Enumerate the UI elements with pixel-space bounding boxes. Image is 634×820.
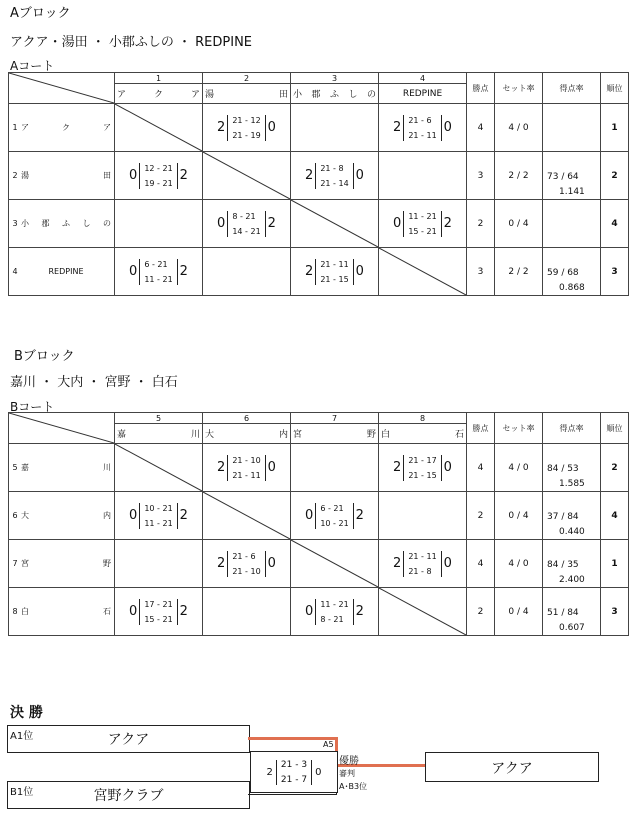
row-team — [9, 200, 115, 248]
match-score-cell — [291, 492, 379, 540]
sets-lost: 2 — [355, 508, 364, 523]
row-team-name — [21, 606, 114, 617]
sets-won: 2 — [305, 264, 314, 279]
sets-won: 2 — [217, 120, 226, 135]
block-b-title: Bブロック — [14, 349, 75, 364]
row-team — [9, 152, 115, 200]
block-a-title: Aブロック — [10, 6, 71, 21]
sets-lost: 0 — [267, 120, 276, 135]
col-team-name: REDPINE — [379, 84, 467, 104]
set-rate: 0 / 4 — [495, 588, 543, 636]
col-team-name-text — [291, 87, 378, 100]
match-score-cell — [115, 248, 203, 296]
rank: 4 — [601, 492, 629, 540]
name-char: 嘉 — [21, 463, 29, 472]
col-number: 7 — [291, 413, 379, 424]
final-score-left: 2 — [266, 766, 273, 778]
name-char: 嘉 — [117, 430, 127, 440]
match-score-cell — [379, 444, 467, 492]
col-number: 5 — [115, 413, 203, 424]
set2-score: 21 - 8 — [408, 566, 432, 576]
name-char: し — [82, 219, 91, 228]
sets-won: 2 — [217, 556, 226, 571]
sets-lost: 0 — [443, 460, 452, 475]
col-team-name-text — [291, 427, 378, 440]
set1-score: 21 - 6 — [408, 115, 432, 125]
col-team-name — [379, 424, 467, 444]
name-char: 内 — [103, 511, 111, 520]
header-point-rate: 得点率 — [543, 73, 601, 104]
row-index: 4 — [12, 267, 18, 276]
set1-score: 11 - 21 — [320, 599, 349, 609]
header-set-rate: セット率 — [495, 73, 543, 104]
set2-score: 21 - 14 — [320, 178, 349, 188]
col-team-name-text — [115, 87, 202, 100]
col-team-name — [291, 424, 379, 444]
sets-won: 0 — [129, 264, 138, 279]
row-team-name — [21, 170, 114, 181]
table-corner — [9, 413, 115, 444]
set2-score: 21 - 11 — [408, 130, 437, 140]
sets-won: 0 — [129, 508, 138, 523]
set1-score: 6 - 21 — [320, 503, 344, 513]
self-match-cell — [203, 152, 291, 200]
point-rate-cell — [543, 152, 601, 200]
name-char: 川 — [103, 463, 111, 472]
final-title: 決 勝 — [10, 705, 43, 721]
set1-score: 8 - 21 — [232, 211, 256, 221]
rank: 2 — [601, 152, 629, 200]
name-char: 野 — [366, 430, 376, 440]
set-rate: 2 / 2 — [495, 248, 543, 296]
set1-score: 21 - 11 — [408, 551, 437, 561]
set2-score: 10 - 21 — [320, 518, 349, 528]
table-row — [9, 444, 629, 492]
set1-score: 21 - 17 — [408, 455, 437, 465]
sets-won: 2 — [393, 556, 402, 571]
self-match-cell — [115, 104, 203, 152]
name-char: 郡 — [41, 219, 50, 228]
name-char: 湯 — [205, 90, 215, 100]
match-score-cell — [291, 588, 379, 636]
row-index: 2 — [12, 171, 18, 180]
empty-match-cell — [379, 152, 467, 200]
header-wins: 勝点 — [467, 73, 495, 104]
point-rate-cell — [543, 444, 601, 492]
sets-lost: 0 — [267, 556, 276, 571]
col-team-name — [115, 424, 203, 444]
final-team-a-name: アクア — [107, 732, 150, 748]
sets-won: 2 — [305, 168, 314, 183]
set1-score: 11 - 21 — [408, 211, 437, 221]
match-score-cell — [203, 540, 291, 588]
name-char: ふ — [329, 90, 339, 100]
point-ratio: 2.400 — [559, 575, 585, 585]
rank: 3 — [601, 248, 629, 296]
final-team-a-label: A1位 — [10, 731, 34, 742]
win-points: 2 — [467, 588, 495, 636]
final-score-right: 0 — [315, 766, 322, 778]
final-team-b-box — [7, 781, 250, 809]
row-index: 6 — [12, 511, 18, 520]
row-team-name — [21, 122, 114, 133]
name-char: の — [103, 219, 111, 228]
match-score-cell — [203, 104, 291, 152]
match-score-cell — [115, 492, 203, 540]
point-totals: 37 / 84 — [547, 512, 579, 522]
sets-lost: 0 — [443, 556, 452, 571]
self-match-cell — [203, 492, 291, 540]
rank: 4 — [601, 200, 629, 248]
sets-won: 0 — [305, 508, 314, 523]
name-char: 石 — [454, 430, 464, 440]
col-number: 3 — [291, 73, 379, 84]
name-char: 野 — [103, 559, 111, 568]
final-team-a-box — [7, 725, 250, 753]
name-char: の — [366, 90, 376, 100]
name-char: 小 — [21, 219, 29, 228]
win-points: 4 — [467, 540, 495, 588]
block-a-court: Aコート — [10, 59, 55, 73]
bracket-line-b — [248, 794, 337, 795]
point-totals: 73 / 64 — [547, 172, 579, 182]
point-ratio: 0.440 — [559, 527, 585, 537]
point-rate-cell — [543, 588, 601, 636]
col-team-name-text — [115, 427, 202, 440]
name-char: 白 — [381, 430, 391, 440]
row-team-name — [21, 558, 114, 569]
name-char: ク — [62, 123, 70, 132]
table-row — [9, 588, 629, 636]
row-team — [9, 540, 115, 588]
empty-match-cell — [203, 588, 291, 636]
champion-box — [425, 752, 599, 782]
final-referee: A･B3位 — [339, 782, 368, 791]
set1-score: 10 - 21 — [144, 503, 173, 513]
set-rate: 2 / 2 — [495, 152, 543, 200]
name-char: 宮 — [21, 559, 29, 568]
name-char: ク — [153, 90, 163, 100]
name-char: 大 — [205, 430, 215, 440]
col-team-name-text — [203, 427, 290, 440]
sets-lost: 2 — [443, 216, 452, 231]
sets-won: 2 — [393, 460, 402, 475]
name-char: 小 — [293, 90, 303, 100]
sets-won: 2 — [217, 460, 226, 475]
sets-won: 0 — [129, 168, 138, 183]
rank: 1 — [601, 104, 629, 152]
sets-won: 0 — [129, 604, 138, 619]
point-totals: 59 / 68 — [547, 268, 579, 278]
set1-score: 12 - 21 — [144, 163, 173, 173]
table-row — [9, 152, 629, 200]
row-index: 1 — [12, 123, 18, 132]
row-team-name — [21, 510, 114, 521]
match-score-cell — [379, 200, 467, 248]
match-score-cell — [379, 104, 467, 152]
set1-score: 21 - 6 — [232, 551, 256, 561]
col-team-name-text — [379, 427, 466, 440]
row-team — [9, 444, 115, 492]
col-team-name-text — [203, 87, 290, 100]
set-rate: 4 / 0 — [495, 540, 543, 588]
final-team-b-name: 宮野クラブ — [93, 788, 164, 804]
block-a-teams: アクア・湯田 ・ 小郡ふしの ・ REDPINE — [10, 35, 253, 50]
sets-lost: 0 — [355, 168, 364, 183]
point-totals: 51 / 84 — [547, 608, 579, 618]
point-totals: 84 / 35 — [547, 560, 579, 570]
final-team-b-label: B1位 — [10, 787, 34, 798]
row-index: 5 — [12, 463, 18, 472]
round-robin-table — [8, 412, 629, 636]
name-char: 田 — [103, 171, 111, 180]
col-team-name — [203, 424, 291, 444]
round-robin-table — [8, 72, 629, 296]
rank: 3 — [601, 588, 629, 636]
self-match-cell — [379, 588, 467, 636]
set2-score: 21 - 11 — [232, 470, 261, 480]
name-char: し — [348, 90, 358, 100]
empty-match-cell — [291, 104, 379, 152]
name-char: 郡 — [311, 90, 321, 100]
point-rate-cell — [543, 200, 601, 248]
win-points: 3 — [467, 152, 495, 200]
table-row — [9, 104, 629, 152]
point-rate-cell — [543, 104, 601, 152]
set1-score: 21 - 8 — [320, 163, 344, 173]
header-rank: 順位 — [601, 413, 629, 444]
set2-score: 19 - 21 — [144, 178, 173, 188]
name-char: 白 — [21, 607, 29, 616]
empty-match-cell — [203, 248, 291, 296]
header-wins: 勝点 — [467, 413, 495, 444]
match-score-cell — [379, 540, 467, 588]
name-char: ア — [103, 123, 111, 132]
name-char: 大 — [21, 511, 29, 520]
set-rate: 4 / 0 — [495, 104, 543, 152]
final-score-set2: 21 - 7 — [280, 774, 308, 785]
row-team-name — [21, 218, 114, 229]
col-number: 6 — [203, 413, 291, 424]
col-number: 1 — [115, 73, 203, 84]
self-match-cell — [379, 248, 467, 296]
match-score-cell — [115, 588, 203, 636]
point-rate-cell — [543, 540, 601, 588]
sets-won: 0 — [393, 216, 402, 231]
header-set-rate: セット率 — [495, 413, 543, 444]
block-b-teams: 嘉川 ・ 大内 ・ 宮野 ・ 白石 — [10, 375, 178, 390]
sets-won: 0 — [305, 604, 314, 619]
name-char: ア — [21, 123, 29, 132]
row-team — [9, 492, 115, 540]
set2-score: 21 - 10 — [232, 566, 261, 576]
final-winner-label: 優勝 — [339, 756, 359, 767]
sets-lost: 2 — [179, 264, 188, 279]
set2-score: 8 - 21 — [320, 614, 344, 624]
table-row — [9, 492, 629, 540]
sets-lost: 0 — [443, 120, 452, 135]
empty-match-cell — [379, 492, 467, 540]
name-char: 石 — [103, 607, 111, 616]
point-rate-cell — [543, 492, 601, 540]
row-team-name: REDPINE — [48, 267, 84, 276]
final-score-box — [250, 751, 338, 793]
row-index: 8 — [12, 607, 18, 616]
row-index: 3 — [12, 219, 18, 228]
col-number: 2 — [203, 73, 291, 84]
final-score-set1: 21 - 3 — [280, 759, 308, 770]
set2-score: 14 - 21 — [232, 226, 261, 236]
name-char: 内 — [278, 430, 288, 440]
point-ratio: 1.141 — [559, 187, 585, 197]
name-char: 川 — [190, 430, 200, 440]
point-ratio: 0.607 — [559, 623, 585, 633]
final-match-no: A5 — [323, 740, 334, 749]
sets-lost: 0 — [267, 460, 276, 475]
sets-won: 0 — [217, 216, 226, 231]
point-ratio: 1.585 — [559, 479, 585, 489]
row-team-name — [21, 462, 114, 473]
set-rate: 4 / 0 — [495, 444, 543, 492]
sets-lost: 2 — [355, 604, 364, 619]
self-match-cell — [291, 540, 379, 588]
sets-lost: 0 — [355, 264, 364, 279]
block-b-court: Bコート — [10, 400, 55, 414]
rank: 2 — [601, 444, 629, 492]
col-team-name — [115, 84, 203, 104]
set2-score: 21 - 15 — [408, 470, 437, 480]
set2-score: 21 - 19 — [232, 130, 261, 140]
row-team — [9, 104, 115, 152]
set-rate: 0 / 4 — [495, 492, 543, 540]
match-score-cell — [291, 152, 379, 200]
final-referee-label: 審判 — [339, 769, 355, 778]
set2-score: 11 - 21 — [144, 274, 173, 284]
empty-match-cell — [115, 200, 203, 248]
win-points: 4 — [467, 104, 495, 152]
table-row — [9, 200, 629, 248]
win-points: 3 — [467, 248, 495, 296]
set2-score: 15 - 21 — [144, 614, 173, 624]
win-points: 4 — [467, 444, 495, 492]
col-team-name — [291, 84, 379, 104]
row-team — [9, 588, 115, 636]
empty-match-cell — [291, 444, 379, 492]
match-score-cell — [115, 152, 203, 200]
champion-name: アクア — [491, 761, 533, 777]
col-number: 4 — [379, 73, 467, 84]
table-row — [9, 540, 629, 588]
sets-won: 2 — [393, 120, 402, 135]
name-char: 田 — [278, 90, 288, 100]
set1-score: 21 - 12 — [232, 115, 261, 125]
self-match-cell — [115, 444, 203, 492]
empty-match-cell — [115, 540, 203, 588]
set1-score: 17 - 21 — [144, 599, 173, 609]
win-points: 2 — [467, 492, 495, 540]
row-index: 7 — [12, 559, 18, 568]
sets-lost: 2 — [267, 216, 276, 231]
self-match-cell — [291, 200, 379, 248]
win-points: 2 — [467, 200, 495, 248]
name-char: ふ — [62, 219, 70, 228]
table-corner — [9, 73, 115, 104]
col-team-name — [203, 84, 291, 104]
match-score-cell — [203, 200, 291, 248]
row-team — [9, 248, 115, 296]
match-score-cell — [291, 248, 379, 296]
point-rate-cell — [543, 248, 601, 296]
table-row — [9, 248, 629, 296]
set2-score: 15 - 21 — [408, 226, 437, 236]
name-char: ア — [190, 90, 200, 100]
set1-score: 21 - 10 — [232, 455, 261, 465]
rank: 1 — [601, 540, 629, 588]
set1-score: 6 - 21 — [144, 259, 168, 269]
point-ratio: 0.868 — [559, 283, 585, 293]
name-char: 宮 — [293, 430, 303, 440]
col-number: 8 — [379, 413, 467, 424]
header-point-rate: 得点率 — [543, 413, 601, 444]
set2-score: 11 - 21 — [144, 518, 173, 528]
sets-lost: 2 — [179, 168, 188, 183]
match-score-cell — [203, 444, 291, 492]
sets-lost: 2 — [179, 508, 188, 523]
header-rank: 順位 — [601, 73, 629, 104]
sets-lost: 2 — [179, 604, 188, 619]
set-rate: 0 / 4 — [495, 200, 543, 248]
set2-score: 21 - 15 — [320, 274, 349, 284]
set1-score: 21 - 11 — [320, 259, 349, 269]
name-char: ア — [117, 90, 127, 100]
point-totals: 84 / 53 — [547, 464, 579, 474]
name-char: 湯 — [21, 171, 29, 180]
